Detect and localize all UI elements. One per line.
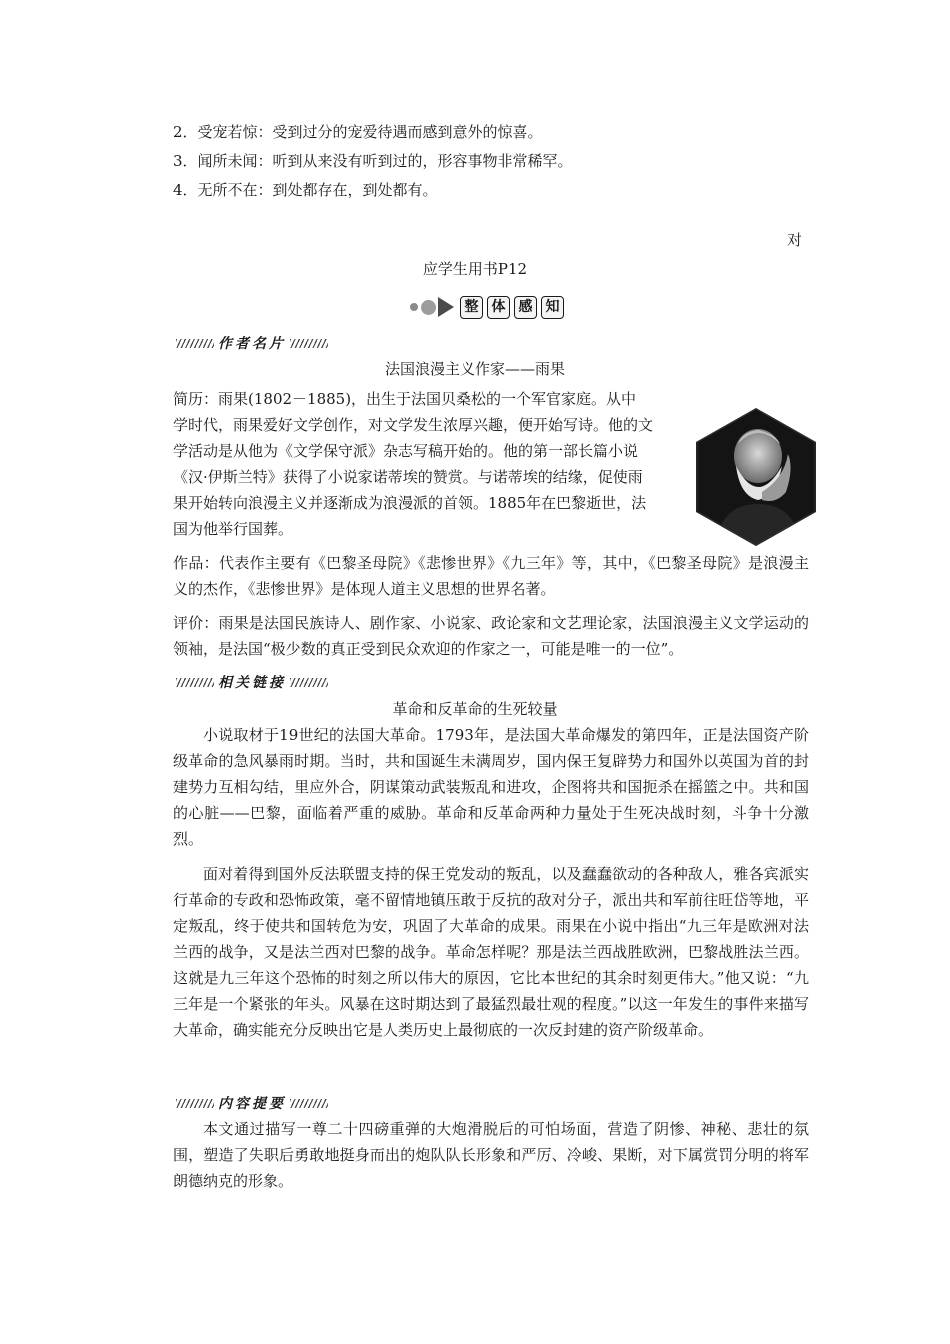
- answer-marker: 对: [787, 231, 803, 249]
- arrow-icon: [438, 297, 454, 317]
- vocab-list: [173, 118, 813, 205]
- related-paragraph: 小说取材于19世纪的法国大革命。1793年，是法国大革命爆发的第四年，正是法国资产阶级革命的急风暴雨时期。当时，共和国诞生未满周岁，国内保王复辟势力和国外以英国为首的封建势力互相勾结，里应外合，阴谋策动武装叛乱和进攻，企图将共和国扼杀在摇篮之中。共和国的心脏——巴黎，面临着严重的威胁。革命和反革命两种力量处于生死决战时刻，斗争十分激烈。: [173, 726, 809, 848]
- author-portrait: [696, 408, 816, 546]
- author-title: 法国浪漫主义作家——雨果: [384, 360, 565, 378]
- large-dot-icon: [421, 300, 436, 315]
- section-label-text: 相关链接: [218, 675, 286, 691]
- related-title: 革命和反革命的生死较量: [392, 700, 558, 718]
- section-label-text: 作者名片: [218, 336, 286, 352]
- vocab-item: 3．闻所未闻：听到从来没有听到过的，形容事物非常稀罕。: [173, 152, 573, 170]
- author-works: 作品：代表作主要有《巴黎圣母院》《悲惨世界》《九三年》等，其中，《巴黎圣母院》是浪漫主义的杰作，《悲惨世界》是体现人道主义思想的世界名著。: [173, 554, 809, 598]
- author-evaluation: 评价：雨果是法国民族诗人、剧作家、小说家、政论家和文艺理论家，法国浪漫主义文学运动的领袖，是法国“极少数的真正受到民众欢迎的作家之一，可能是唯一的一位”。: [173, 614, 809, 658]
- bio-line: 简历：雨果(1802－1885)，出生于法国贝桑松的一个军官家庭。从中: [173, 390, 637, 408]
- hatch-decoration: [176, 678, 214, 687]
- bio-line: 《汉·伊斯兰特》获得了小说家诺蒂埃的赞赏。与诺蒂埃的结缘，促使雨: [173, 468, 643, 486]
- hatch-decoration: [290, 678, 328, 687]
- summary-label: [176, 1094, 328, 1112]
- hatch-decoration: [176, 1099, 214, 1108]
- hatch-decoration: [290, 1099, 328, 1108]
- hatch-decoration: [290, 339, 328, 348]
- bio-line: 果开始转向浪漫主义并逐渐成为浪漫派的首领。1885年在巴黎逝世，法: [173, 494, 647, 512]
- related-link-label: [176, 673, 328, 691]
- section-label-text: 内容提要: [218, 1096, 286, 1112]
- bio-line: 学活动是从他为《文学保守派》杂志写稿开始的。他的第一部长篇小说: [173, 442, 639, 460]
- related-paragraph: 面对着得到国外反法联盟支持的保王党发动的叛乱，以及蠢蠢欲动的各种敌人，雅各宾派实行革命的专政和恐怖政策，毫不留情地镇压敢于反抗的敌对分子，派出共和军前往旺岱等地，平定叛乱，终于使共和国转危为安，巩固了大革命的成果。雨果在小说中指出“九三年是欧洲对法兰西的战争，又是法兰西对巴黎的战争。革命怎样呢？那是法兰西战胜欧洲，巴黎战胜法兰西。这就是九三年这个恐怖的时刻之所以伟大的原因，它比本世纪的其余时刻更伟大。”他又说：“九三年是一个紧张的年头。风暴在这时期达到了最猛烈最壮观的程度。”以这一年发生的事件来描写大革命，确实能充分反映出它是人类历史上最彻底的一次反封建的资产阶级革命。: [173, 865, 809, 1039]
- vocab-item: 4．无所不在：到处都存在，到处都有。: [173, 181, 438, 199]
- author-card-label: [176, 334, 328, 352]
- summary-paragraph: 本文通过描写一尊二十四磅重弹的大炮滑脱后的可怕场面，营造了阴惨、神秘、悲壮的氛围，塑造了失职后勇敢地挺身而出的炮队队长形象和严厉、冷峻、果断，对下属赏罚分明的将军朗德纳克的形象。: [173, 1120, 809, 1190]
- banner-char: 感: [514, 296, 537, 319]
- book-reference: 应学生用书P12: [422, 260, 528, 278]
- banner-title: [460, 296, 568, 319]
- bio-line: 学时代，雨果爱好文学创作，对文学发生浓厚兴趣，便开始写诗。他的文: [173, 416, 654, 434]
- section-banner: [410, 293, 568, 321]
- banner-char: 整: [460, 296, 483, 319]
- small-dot-icon: [410, 303, 418, 311]
- vocab-item: 2．受宠若惊：受到过分的宠爱待遇而感到意外的惊喜。: [173, 123, 543, 141]
- hatch-decoration: [176, 339, 214, 348]
- banner-char: 体: [487, 296, 510, 319]
- banner-char: 知: [541, 296, 564, 319]
- bio-line: 国为他举行国葬。: [173, 520, 294, 538]
